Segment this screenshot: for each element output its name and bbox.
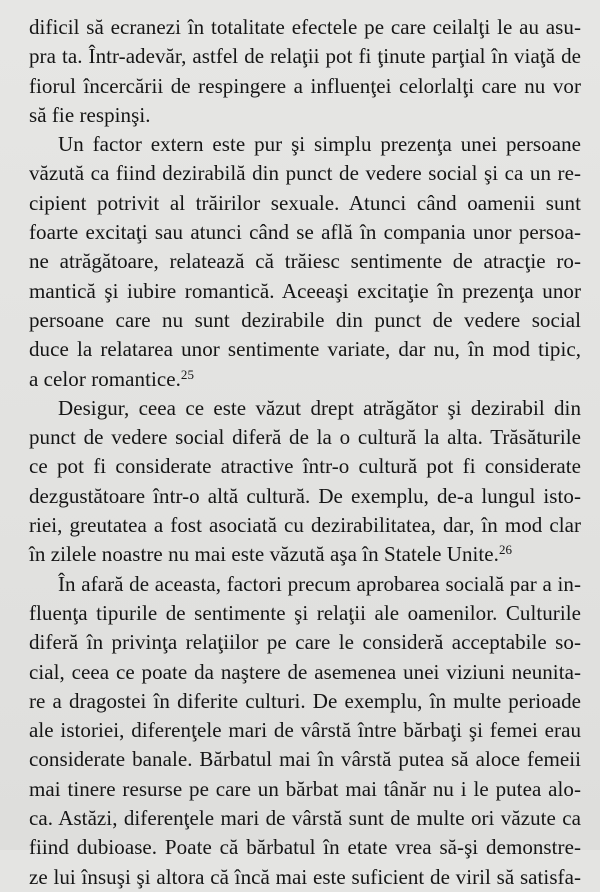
line-text: să fie respinşi. — [29, 102, 151, 127]
text-line — [29, 189, 581, 218]
line-text: persoane care nu sunt dezirabile din punct de vedere social — [29, 307, 581, 332]
text-line — [29, 482, 581, 511]
text-line — [29, 804, 581, 833]
line-text: ale istoriei, diferenţele mari de vârstă între bărbaţi şi femei erau — [29, 718, 581, 743]
paragraph — [29, 13, 581, 130]
paragraph — [29, 570, 581, 892]
text-line — [29, 218, 581, 247]
text-line — [29, 335, 581, 364]
text-line — [29, 687, 581, 716]
line-text: riei, greutatea a fost asociată cu dezirabilitatea, dar, în mod clar — [29, 513, 581, 538]
text-line — [29, 775, 581, 804]
line-text: Desigur, ceea ce este văzut drept atrăgător şi dezirabil din — [58, 395, 581, 420]
text-line — [29, 511, 581, 540]
line-text: mai tinere resurse pe care un bărbat mai tânăr nu i le putea alo- — [29, 776, 581, 801]
paragraph — [29, 130, 581, 394]
text-line — [29, 13, 581, 42]
line-text: văzută ca fiind dezirabilă din punct de vedere social şi ca un re- — [29, 161, 581, 186]
line-text: considerate banale. Bărbatul mai în vârstă putea să aloce femeii — [29, 747, 581, 772]
page-text — [29, 13, 581, 892]
text-line — [29, 72, 581, 101]
line-text: în zilele noastre nu mai este văzută aşa în Statele Unite. — [29, 542, 499, 567]
text-line — [29, 599, 581, 628]
line-text: punct de vedere social diferă de la o cultură la alta. Trăsăturile — [29, 425, 581, 450]
line-text: ca. Astăzi, diferenţele mari de vârstă sunt de multe ori văzute ca — [29, 806, 581, 831]
line-text: În afară de aceasta, factori precum aprobarea socială par a in- — [58, 571, 581, 596]
text-line — [29, 277, 581, 306]
line-text: foarte excitaţi sau atunci când se află în compania unor persoa- — [29, 220, 581, 245]
text-line — [29, 423, 581, 452]
text-line — [29, 394, 581, 423]
line-text: dificil să ecranezi în totalitate efectele pe care ceilalţi le au asu- — [29, 15, 581, 39]
footnote-marker: 25 — [180, 366, 195, 382]
text-line — [29, 716, 581, 745]
text-line — [29, 42, 581, 71]
line-text: ze lui însuşi şi altora că încă mai este suficient de viril să satisfa- — [29, 864, 581, 889]
line-text: a celor romantice. — [29, 366, 181, 391]
text-line — [29, 159, 581, 188]
line-text: cial, ceea ce poate da naştere de asemenea unei viziuni neunita- — [29, 659, 581, 684]
line-text: cipient potrivit al trăirilor sexuale. Atunci când oamenii sunt — [29, 190, 581, 215]
line-text: pra ta. Într-adevăr, astfel de relaţii pot fi ţinute parţial în viaţă de — [29, 44, 581, 69]
line-text: fluenţa tipurile de sentimente şi relaţii ale oamenilor. Culturile — [29, 600, 581, 625]
text-line — [29, 130, 581, 159]
line-text: duce la relatarea unor sentimente variate, dar nu, în mod tipic, — [29, 337, 581, 362]
line-text: ne atrăgătoare, relatează că trăiesc sentimente de atracţie ro- — [29, 249, 581, 274]
line-text: mantică şi iubire romantică. Aceeaşi excitaţie în prezenţa unor — [29, 278, 581, 303]
text-line — [29, 365, 581, 394]
text-line — [29, 628, 581, 657]
text-line — [29, 101, 581, 130]
text-line — [29, 570, 581, 599]
line-text: fiind dubioase. Poate că bărbatul în etate vrea să-şi demonstre- — [29, 835, 581, 860]
paragraph — [29, 394, 581, 570]
text-line — [29, 452, 581, 481]
text-line — [29, 833, 581, 862]
text-line — [29, 863, 581, 892]
text-line — [29, 540, 581, 569]
text-line — [29, 247, 581, 276]
footnote-marker: 26 — [498, 542, 513, 558]
line-text: Un factor extern este pur şi simplu prezenţa unei persoane — [58, 132, 581, 157]
text-line — [29, 745, 581, 774]
line-text: dezgustătoare într-o altă cultură. De exemplu, de-a lungul isto- — [29, 483, 581, 508]
line-text: fiorul încercării de respingere a influenţei celorlalţi care nu vor — [29, 73, 581, 98]
line-text: diferă în privinţa relaţiilor pe care le consideră acceptabile so- — [29, 630, 581, 655]
text-line — [29, 306, 581, 335]
line-text: re a dragostei în diferite culturi. De exemplu, în multe perioade — [29, 688, 581, 713]
text-line — [29, 658, 581, 687]
line-text: ce pot fi considerate atractive într-o cultură pot fi considerate — [29, 454, 581, 479]
